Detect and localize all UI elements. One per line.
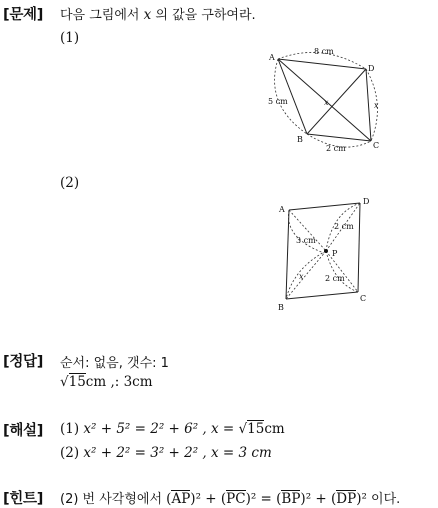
fig1-center-label: x [324, 98, 329, 107]
edge-da [278, 59, 366, 69]
problem-tag: [문제] [3, 7, 44, 23]
sqrt-sign: √ [60, 374, 69, 390]
fig2-label-d: D [363, 197, 370, 206]
fig2-ap-length: 3 cm [296, 236, 316, 245]
fig1-label-b: B [297, 135, 303, 144]
fig1-dc-length: x [374, 101, 379, 110]
fig2-pc-length: 2 cm [325, 274, 345, 283]
hint-line: (2) 번 사각형에서 (AP)² + (PC)² = (BP)² + (DP)² 이다. [60, 491, 401, 507]
fig2-label-a: A [279, 205, 285, 214]
edge-cb [286, 292, 358, 299]
answer-line1: 순서: 없음, 갯수: 1 [60, 356, 169, 371]
fig1-label-a: A [269, 53, 275, 62]
edge-cd [366, 69, 371, 141]
fig2-label-p: P [332, 249, 338, 258]
sqrt-radicand: 15 [68, 374, 86, 390]
fig1-label-c: C [373, 141, 380, 150]
fig1-ab-length: 5 cm [268, 97, 288, 106]
point-p [324, 249, 328, 253]
explanation-line1: (1) x² + 5² = 2² + 6² , x = √15cm [60, 421, 285, 437]
answer-tag: [정답] [3, 354, 44, 370]
part2-label: (2) [60, 175, 80, 191]
seg-pc [326, 251, 358, 292]
figure1-diagram [262, 44, 392, 156]
answer-line2: √15cm ,: 3cm [60, 374, 153, 390]
fig2-label-b: B [278, 303, 284, 312]
diag-bd [307, 69, 366, 134]
fig1-label-d: D [368, 64, 375, 73]
seg-bp [286, 251, 326, 299]
part1-label: (1) [60, 30, 80, 46]
edge-bc [307, 134, 371, 141]
edge-dc [358, 203, 360, 292]
edge-ba [286, 210, 289, 299]
fig2-label-c: C [360, 294, 367, 303]
explanation-line2: (2) x² + 2² = 3² + 2² , x = 3 cm [60, 445, 272, 461]
problem-statement: 다음 그림에서 x 의 값을 구하여라. [60, 7, 256, 23]
hint-tag: [힌트] [3, 491, 44, 507]
fig2-pd-length: 2 cm [334, 222, 354, 231]
explanation-tag: [해설] [3, 423, 44, 439]
figure2-diagram [274, 193, 384, 313]
fig1-ad-length: 8 cm [314, 47, 334, 56]
fig1-bc-length: 2 cm [326, 144, 346, 153]
arc-ap [288, 210, 324, 253]
fig2-bp-length: x [299, 272, 304, 281]
edge-ad [289, 203, 360, 210]
